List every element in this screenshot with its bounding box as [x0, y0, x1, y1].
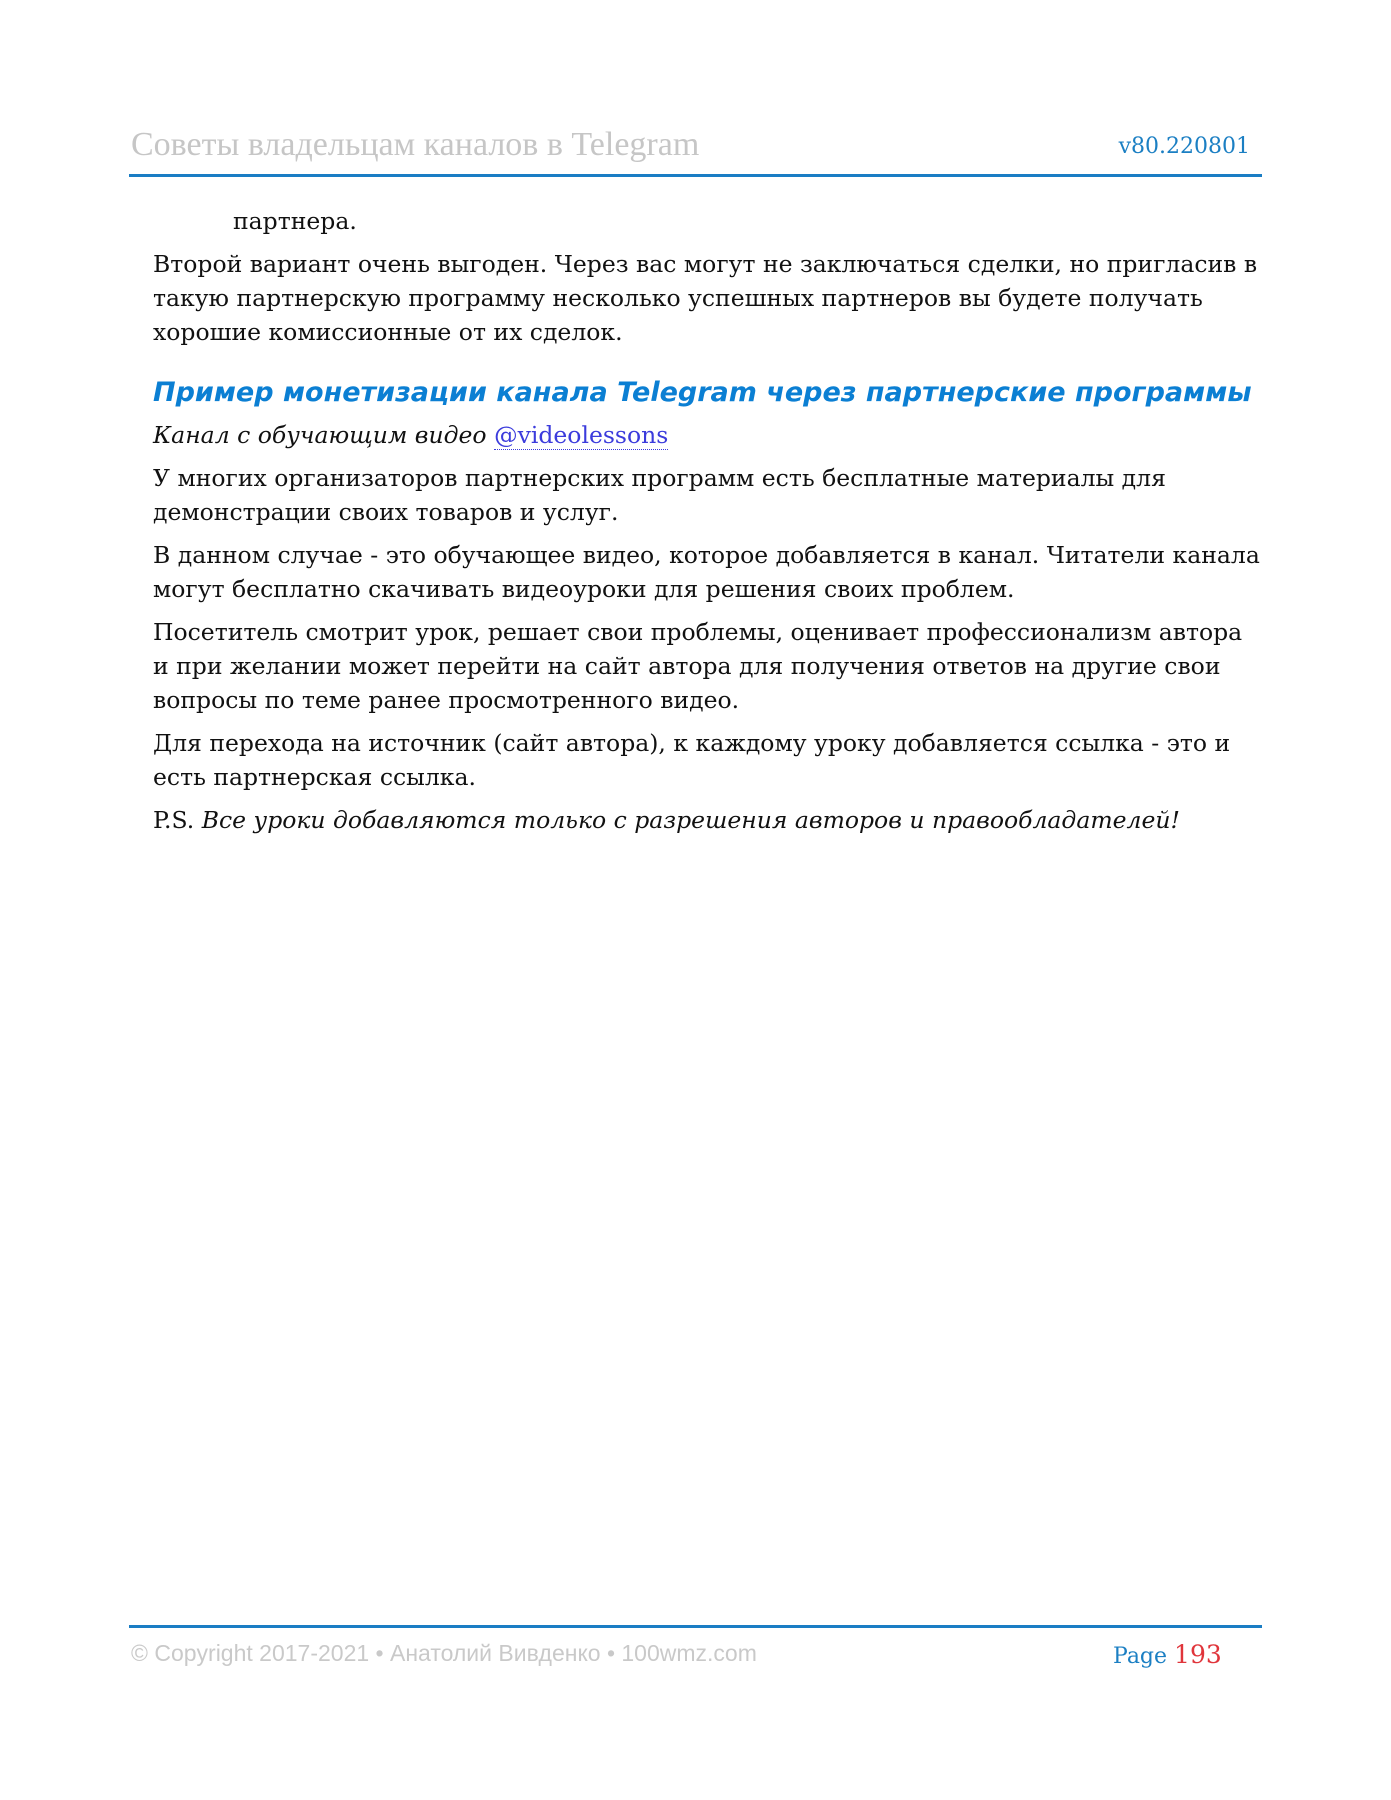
channel-link[interactable]: @videolessons — [494, 421, 669, 449]
ps-text: Все уроки добавляются только с разрешения авторов и правообладателей! — [201, 806, 1180, 834]
paragraph: У многих организаторов партнерских программ есть бесплатные материалы для демонстрации своих товаров и услуг. — [153, 464, 1166, 526]
page-number-block — [1113, 1640, 1222, 1669]
copyright-text: © Copyright 2017-2021 • Анатолий Вивденко • 100wmz.com — [131, 1640, 757, 1666]
page-content — [153, 204, 1263, 846]
running-header — [131, 126, 1264, 166]
paragraph: Посетитель смотрит урок, решает свои проблемы, оценивает профессионализм автора и при желании может перейти на сайт автора для получения ответов на другие свои вопросы по теме ранее просмотренного видео. — [153, 618, 1243, 714]
footer-divider — [129, 1625, 1262, 1628]
postscript — [153, 803, 1263, 837]
version-label: v80.220801 — [1118, 134, 1250, 159]
header-divider — [129, 174, 1262, 177]
ps-label: P.S. — [153, 806, 195, 834]
channel-intro — [153, 418, 1263, 452]
page-number: 193 — [1174, 1640, 1222, 1669]
page-label: Page — [1113, 1644, 1168, 1669]
paragraph: Второй вариант очень выгоден. Через вас могут не заключаться сделки, но пригласив в такую партнерскую программу несколько успешных партнеров вы будете получать хорошие комиссионные от их сделок. — [153, 250, 1258, 346]
channel-intro-text: Канал с обучающим видео — [153, 421, 487, 449]
paragraph: В данном случае - это обучающее видео, которое добавляется в канал. Читатели канала могут бесплатно скачивать видеоуроки для решения своих проблем. — [153, 541, 1260, 603]
running-footer — [131, 1638, 1264, 1672]
paragraph: Для перехода на источник (сайт автора), к каждому уроку добавляется ссылка - это и есть партнерская ссылка. — [153, 729, 1231, 791]
section-heading: Пример монетизации канала Telegram через партнерские программы — [153, 377, 1252, 408]
book-title: Советы владельцам каналов в Telegram — [131, 126, 700, 163]
continuation-text: партнера. — [233, 207, 357, 235]
